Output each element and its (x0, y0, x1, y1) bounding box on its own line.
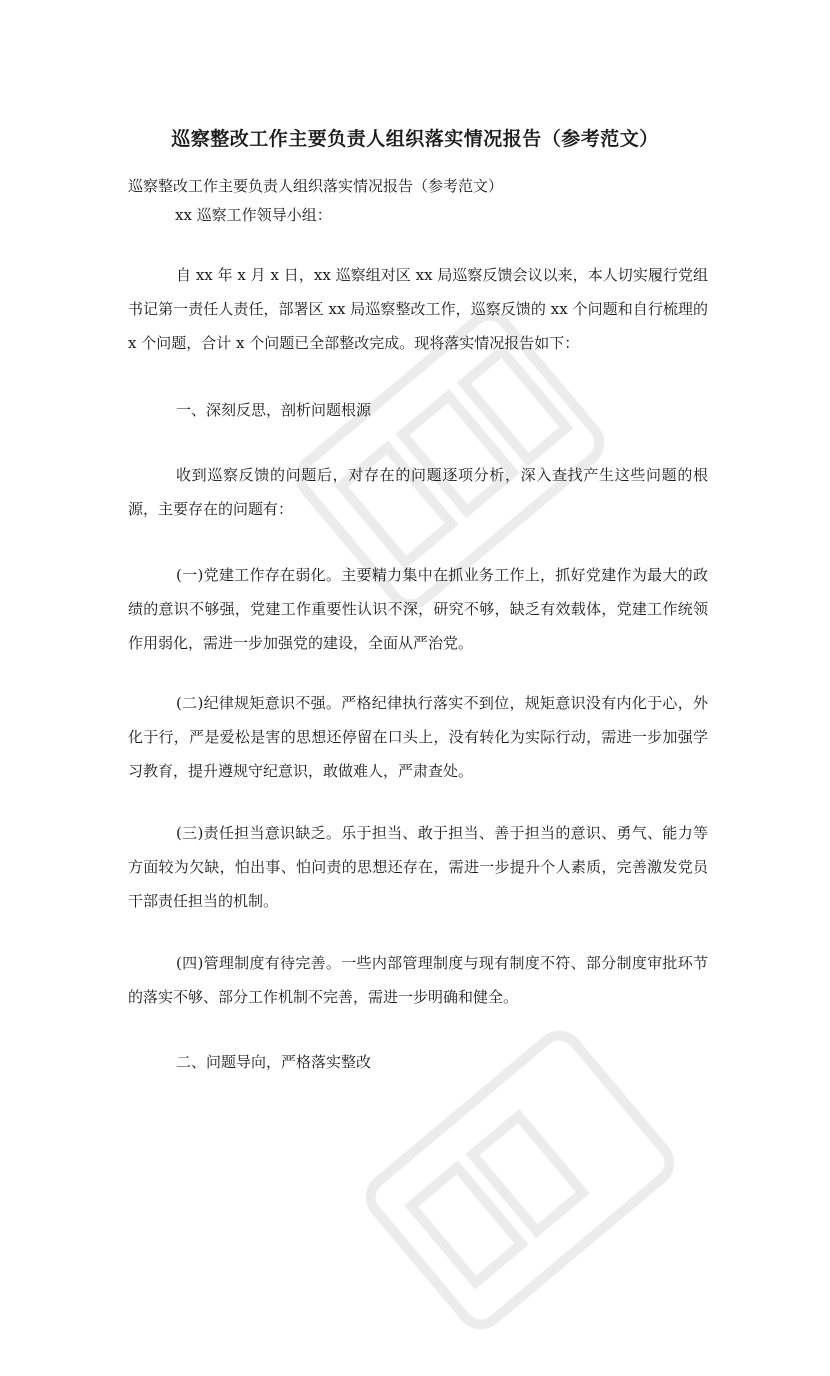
issue-paragraph-1: (一)党建工作存在弱化。主要精力集中在抓业务工作上，抓好党建作为最大的政绩的意识不够强，党建工作重要性认识不深，研究不够，缺乏有效载体，党建工作统领作用弱化，需进一步加强党的建设，全面从严治党。 (128, 566, 708, 652)
watermark-logo-icon (322, 984, 719, 1376)
section1-intro-paragraph: 收到巡察反馈的问题后，对存在的问题逐项分析，深入查找产生这些问题的根源，主要存在的问题有： (128, 466, 708, 518)
document-subtitle: 巡察整改工作主要负责人组织落实情况报告（参考范文） (128, 177, 504, 195)
salutation: xx 巡察工作领导小组： (175, 206, 332, 224)
issue-paragraph-4: (四)管理制度有待完善。一些内部管理制度与现有制度不符、部分制度审批环节的落实不够、部分工作机制不完善，需进一步明确和健全。 (128, 954, 708, 1006)
intro-paragraph: 自 xx 年 x 月 x 日，xx 巡察组对区 xx 局巡察反馈会议以来，本人切实履行党组书记第一责任人责任，部署区 xx 局巡察整改工作，巡察反馈的 xx 个问题和自行梳理的 x 个问题，合计 x 个问题已全部整改完成。现将落实情况报告如下： (128, 266, 708, 352)
section-heading-1: 一、深刻反思，剖析问题根源 (176, 401, 372, 419)
document-title: 巡察整改工作主要负责人组织落实情况报告（参考范文） (171, 128, 659, 150)
issue-paragraph-2: (二)纪律规矩意识不强。严格纪律执行落实不到位，规矩意识没有内化于心，外化于行，严是爱松是害的思想还停留在口头上，没有转化为实际行动，需进一步加强学习教育，提升遵规守纪意识，敢做难人，严肃查处。 (128, 694, 708, 780)
section-heading-2: 二、问题导向，严格落实整改 (176, 1053, 372, 1071)
issue-paragraph-3: (三)责任担当意识缺乏。乐于担当、敢于担当、善于担当的意识、勇气、能力等方面较为欠缺，怕出事、怕问责的思想还存在，需进一步提升个人素质，完善激发党员干部责任担当的机制。 (128, 824, 708, 910)
